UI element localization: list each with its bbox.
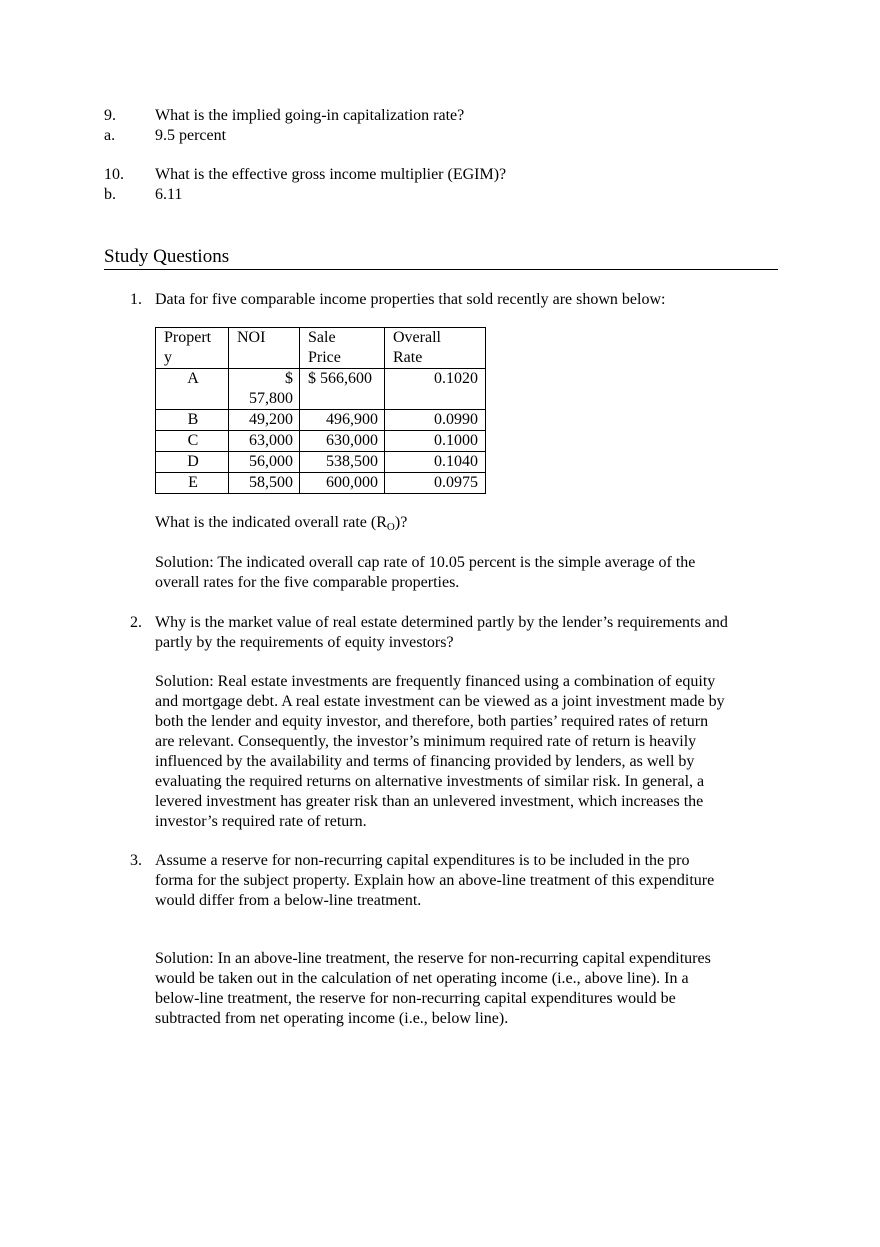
table-row <box>156 473 486 494</box>
q2-number: 2. <box>130 614 142 631</box>
q1-solution: Solution: The indicated overall cap rate of 10.05 percent is the simple average of the overall rates for the five comparable properties. <box>155 554 696 591</box>
comparables-table <box>155 327 486 494</box>
cell-property: B <box>156 410 229 431</box>
cell-overall-rate: 0.1000 <box>385 431 486 452</box>
header-overall-rate: Overall Rate <box>385 328 486 369</box>
answer-letter: b. <box>104 186 116 203</box>
cell-overall-rate: 0.1020 <box>385 369 486 410</box>
cell-sale-price: 496,900 <box>300 410 385 431</box>
question-9 <box>104 106 784 126</box>
table-row <box>156 410 486 431</box>
table-header-row <box>156 328 486 369</box>
q2-solution: Solution: Real estate investments are frequently financed using a combination of equity and mortgage debt. A real estate investment can be viewed as a joint investment made by both the lender and equity investor, and therefore, both parties’ required rates of return are relevant. Consequently, the investor’s minimum required rate of return is heavily influenced by the availability and terms of financing provided by lenders, as well by evaluating the required returns on alternative investments of similar risk. In general, a levered investment has greater risk than an unlevered investment, which increases the investor’s required rate of return. <box>155 673 725 830</box>
table-row <box>156 431 486 452</box>
cell-sale-price: 630,000 <box>300 431 385 452</box>
cell-overall-rate: 0.1040 <box>385 452 486 473</box>
cell-property: E <box>156 473 229 494</box>
q1-number: 1. <box>130 291 142 308</box>
question-10 <box>104 165 784 185</box>
answer-9 <box>104 126 784 146</box>
q3-question: Assume a reserve for non-recurring capital expenditures is to be included in the pro forma for the subject property. Explain how an above-line treatment of this expenditure would differ from a below-line treatment. <box>155 852 715 909</box>
q1-intro <box>155 290 780 310</box>
question-number: 9. <box>104 107 116 124</box>
question-text: What is the effective gross income multiplier (EGIM)? <box>155 166 507 183</box>
q1-question: What is the indicated overall rate $(R_O)$? <box>155 514 408 533</box>
answer-10 <box>104 185 784 205</box>
header-noi: NOI <box>229 328 300 369</box>
question-text: What is the implied going-in capitalization rate? <box>155 107 465 124</box>
question-number: 10. <box>104 166 124 183</box>
header-property: Propert y <box>156 328 229 369</box>
cell-property: A <box>156 369 229 410</box>
cell-noi: $ 57,800 <box>229 369 300 410</box>
cell-noi: 49,200 <box>229 410 300 431</box>
cell-sale-price: 600,000 <box>300 473 385 494</box>
section-heading: Study Questions <box>104 246 778 270</box>
subscript-o: O <box>386 521 395 533</box>
cell-noi: 63,000 <box>229 431 300 452</box>
q2-question: Why is the market value of real estate determined partly by the lender’s requirements and partly by the requirements of equity investors? <box>155 614 728 651</box>
cell-sale-price: $ 566,600 <box>300 369 385 410</box>
q3-number: 3. <box>130 852 142 869</box>
cell-sale-price: 538,500 <box>300 452 385 473</box>
answer-letter: a. <box>104 127 116 144</box>
cell-property: D <box>156 452 229 473</box>
answer-text: 9.5 percent <box>155 127 227 144</box>
cell-property: C <box>156 431 229 452</box>
header-sale-price: Sale Price <box>300 328 385 369</box>
cell-noi: 56,000 <box>229 452 300 473</box>
cell-overall-rate: 0.0975 <box>385 473 486 494</box>
q3-solution: Solution: In an above-line treatment, the reserve for non-recurring capital expenditures would be taken out in the calculation of net operating income (i.e., above line). In a below-line treatment, the reserve for non-recurring capital expenditures would be subtracted from net operating income (i.e., below line). <box>155 950 711 1027</box>
q1-intro-line: Data for five comparable income properties that sold recently are shown below: <box>155 291 666 308</box>
answer-text: 6.11 <box>155 186 183 203</box>
table-row <box>156 452 486 473</box>
table-row <box>156 369 486 410</box>
cell-noi: 58,500 <box>229 473 300 494</box>
cell-overall-rate: 0.0990 <box>385 410 486 431</box>
